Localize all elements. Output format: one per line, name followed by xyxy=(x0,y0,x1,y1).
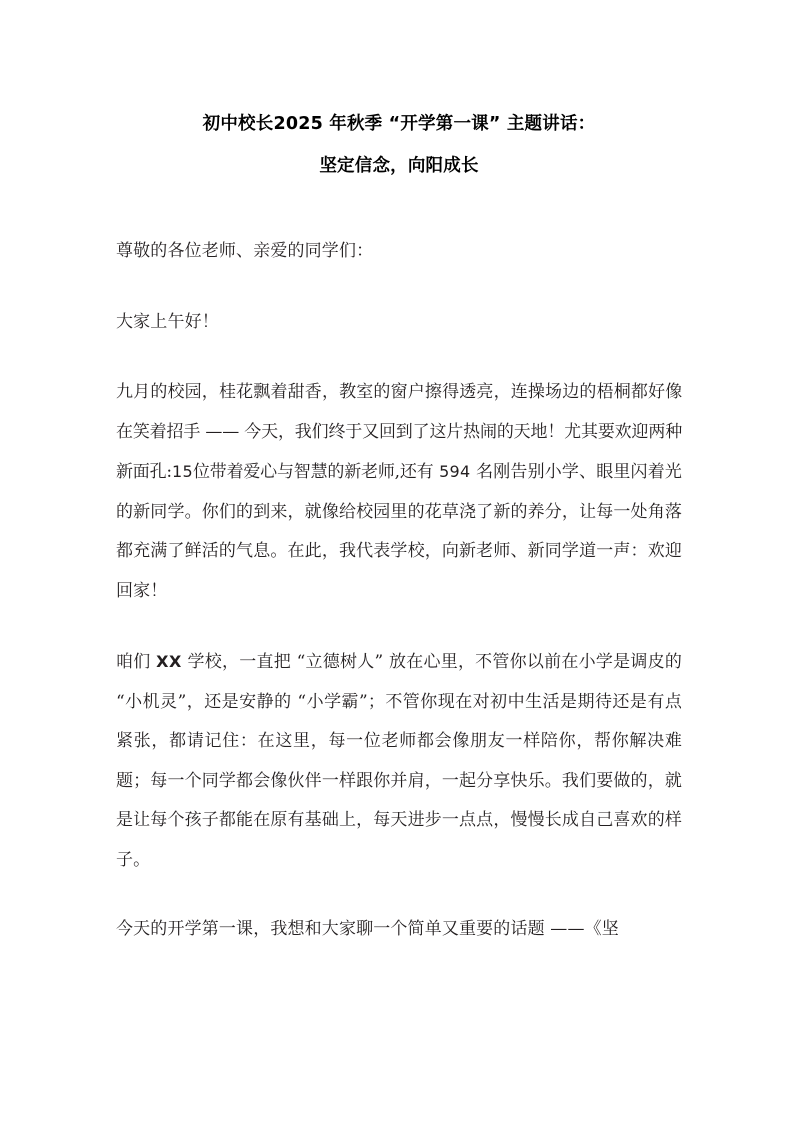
document-title-line-2: 坚定信念，向阳成长 xyxy=(319,156,479,176)
document-content xyxy=(116,0,682,950)
new-teachers-count: 15 xyxy=(171,462,193,481)
document-title-line-1: 初中校长2025 年秋季 “开学第一课” 主题讲话： xyxy=(202,114,596,134)
school-values-part-a: 咱们 xyxy=(116,652,151,672)
welcome-paragraph-part-b: 位带着爱心与智慧的新老师,还有 xyxy=(192,462,434,482)
topic-intro-paragraph: 今天的开学第一课，我想和大家聊一个简单又重要的话题 ——《坚 xyxy=(116,919,619,939)
welcome-paragraph-part-c: 名刚告别小学、眼里闪着光的新同学。你们的到来，就像给校园里的花草浇了新的养分，让每一处角落都充满了鲜活的气息。在此，我代表学校，向新老师、新同学道一声：欢迎回家！ xyxy=(116,462,683,601)
salutation-paragraph: 尊敬的各位老师、亲爱的同学们： xyxy=(116,241,374,261)
new-students-count: 594 xyxy=(439,462,471,481)
school-values-paragraph xyxy=(116,611,682,880)
greeting-paragraph: 大家上午好！ xyxy=(116,311,219,332)
welcome-paragraph xyxy=(116,342,682,611)
welcome-paragraph-part-a: 九月的校园，桂花飘着甜香，教室的窗户擦得透亮，连操场边的梧桐都好像在笑着招手 —— 今天，我们终于又回到了这片热闹的天地！尤其要欢迎两种新面孔: xyxy=(116,382,682,482)
school-name-placeholder: XX xyxy=(156,652,182,671)
school-values-part-b: 学校，一直把 “立德树人” 放在心里，不管你以前在小学是调皮的 “小机灵”，还是安静的 “小学霸”；不管你现在对初中生活是期待还是有点紧张，都请记住：在这里，每一位老师都会像朋友一样陪你，帮你解决难题；每一个同学都会像伙伴一样跟你并肩，一起分享快乐。我们要做的，就是让每个孩子都能在原有基础上，每天进步一点点，慢慢长成自己喜欢的样子。 xyxy=(116,652,682,870)
